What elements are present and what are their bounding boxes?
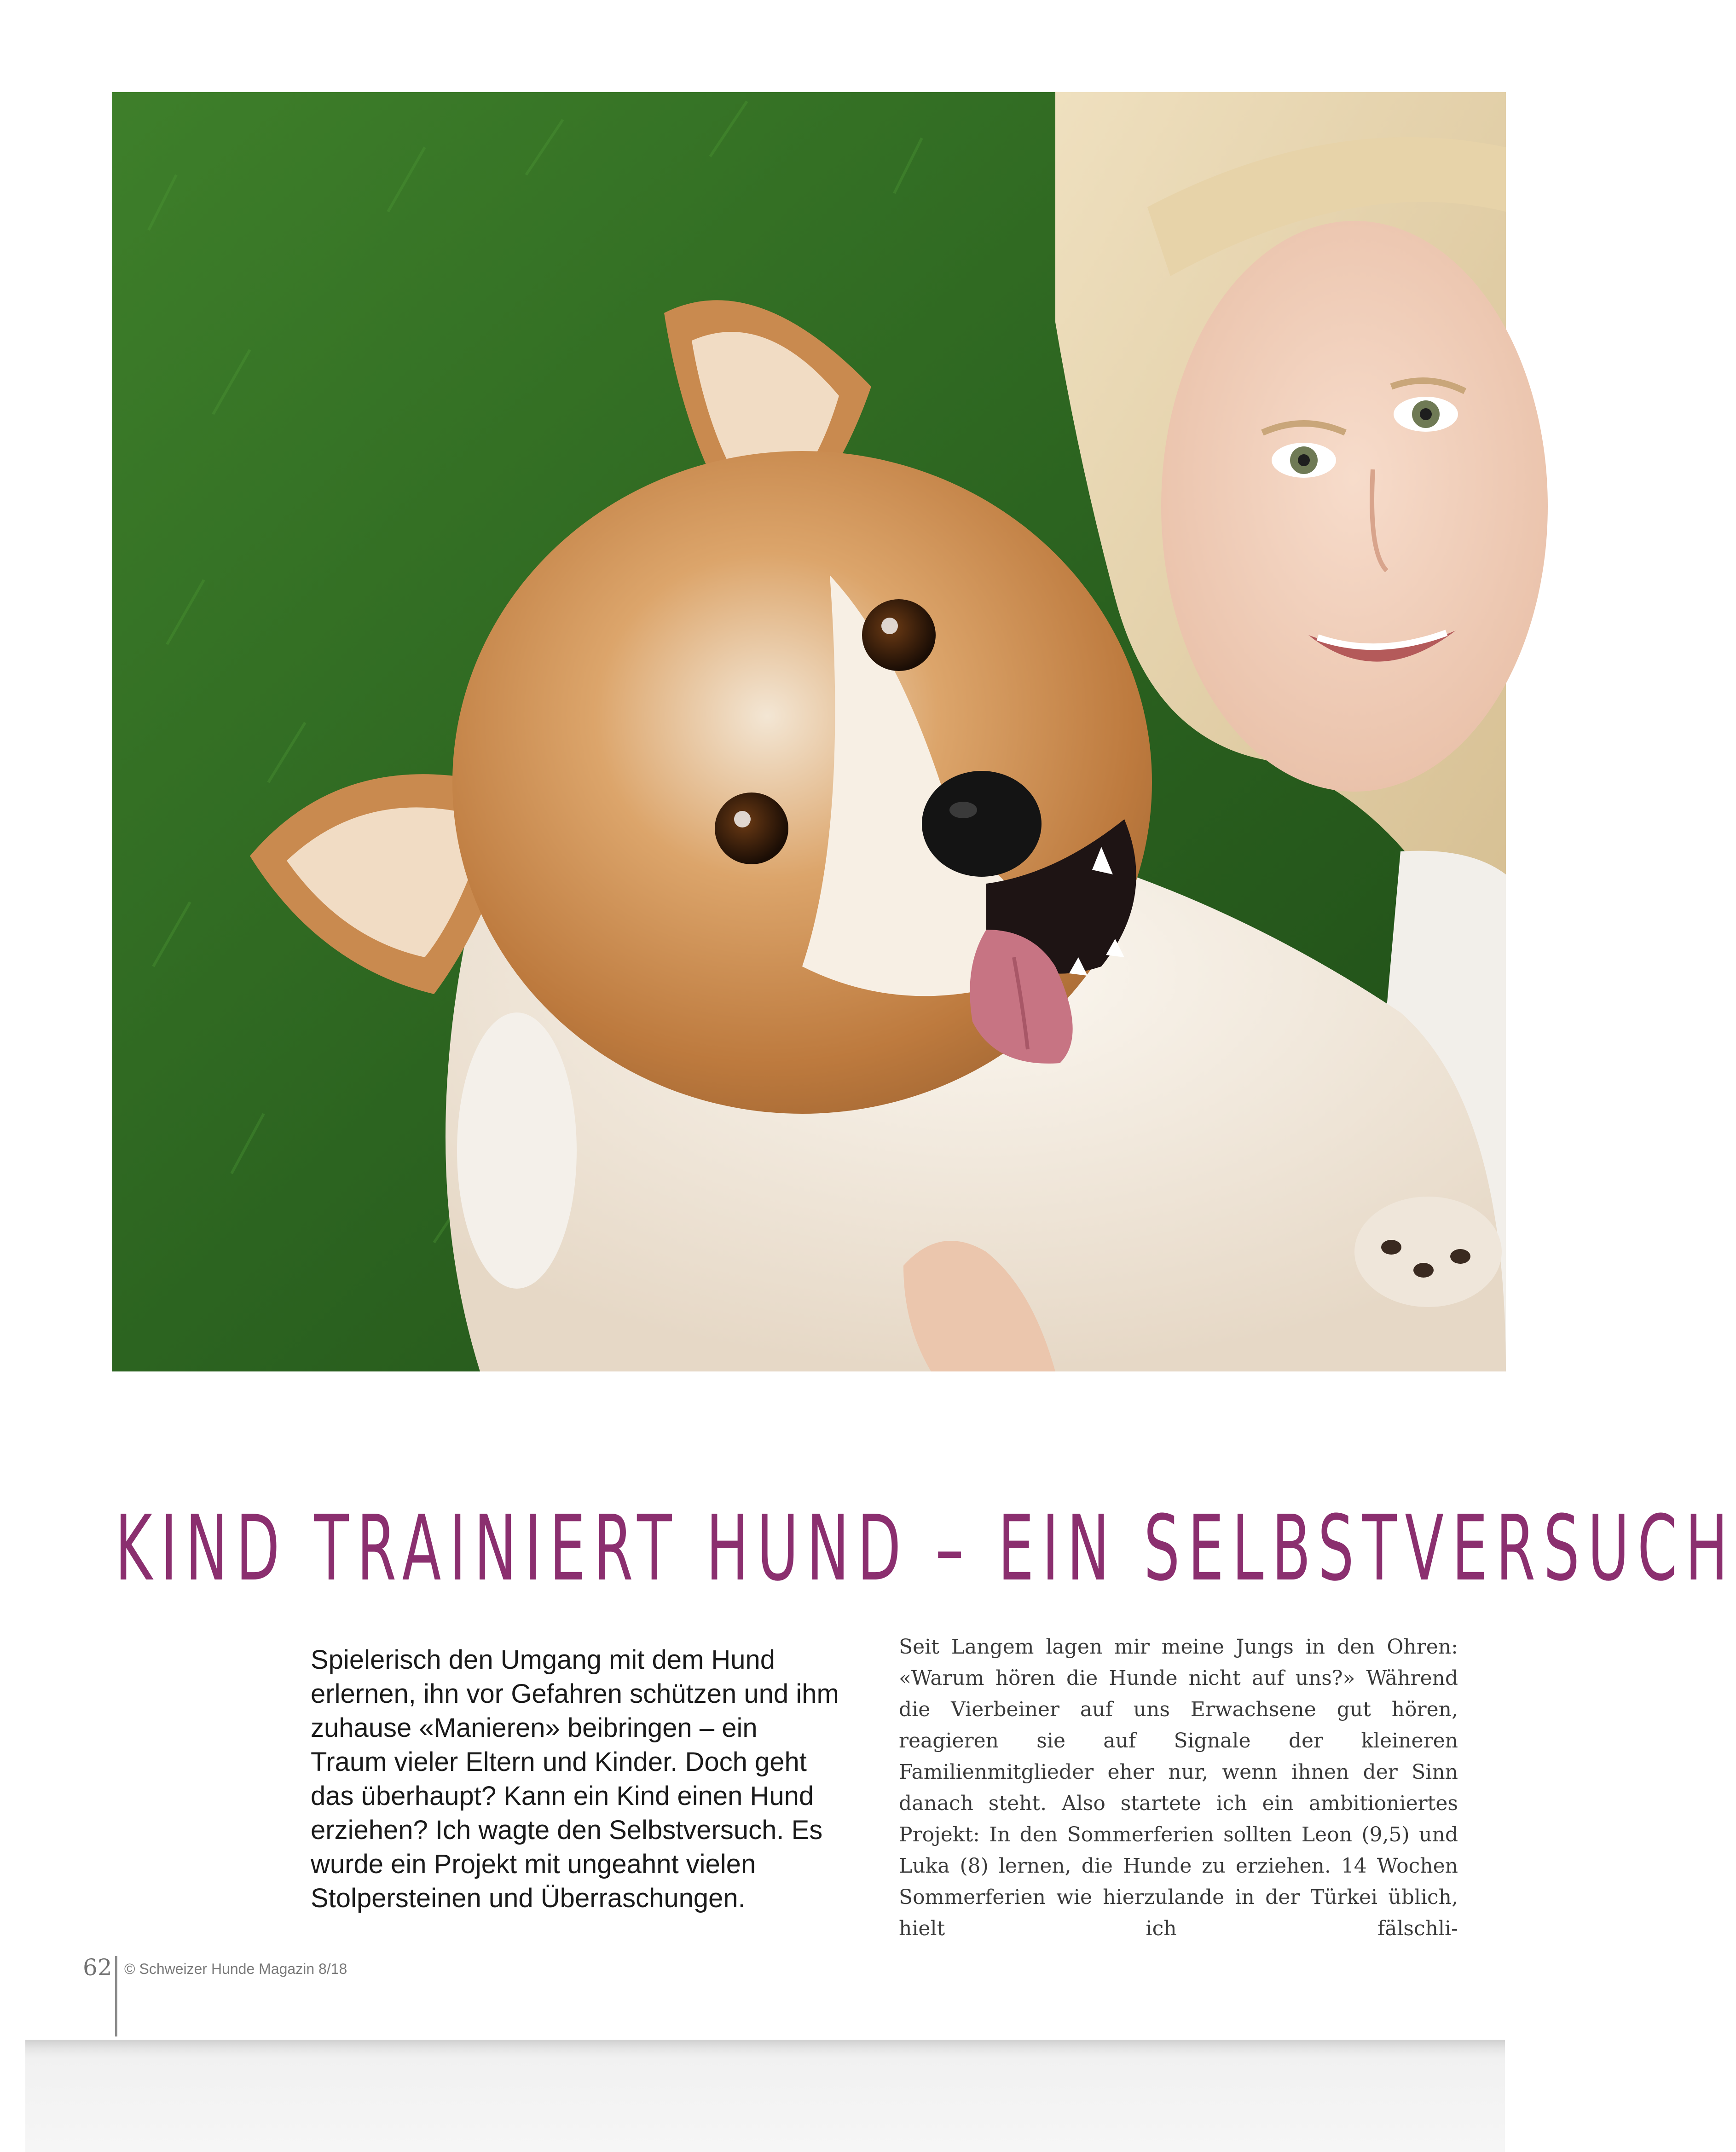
body-text: Seit Langem lagen mir meine Jungs in den Ohren: «Warum hören die Hunde nicht auf uns?» Während die Vierbeiner auf uns Erwachsene gut hören, reagieren sie auf Signale der kleineren Familienmitglieder eher nur, wenn ihnen der Sinn danach steht. Also startete ich ein ambitioniertes Projekt: In den Sommerferien sollten Leon (9,5) und Luka (8) lernen, die Hunde zu erziehen. 14 Wochen Sommerferien wie hierzulande in der Türkei üblich, hielt ich fälschli- (899, 1635, 1458, 1940)
footer-divider (115, 1956, 117, 2036)
hero-photo (112, 92, 1506, 1371)
corgi-and-girl-illustration (112, 92, 1506, 1371)
page-number: 62 (83, 1954, 112, 1981)
lead-paragraph: Spielerisch den Umgang mit dem Hund erlernen, ihn vor Gefahren schützen und ihm zuhause «Manieren» beibringen – ein Traum vieler Eltern und Kinder. Doch geht das überhaupt? Kann ein Kind einen Hund erziehen? Ich wagte den Selbstversuch. Es wurde ein Projekt mit ungeahnt vielen Stolpersteinen und Überraschungen. (311, 1645, 839, 1913)
scan-edge-band (25, 2040, 1505, 2152)
footer-credit: © Schweizer Hunde Magazin 8/18 (124, 1961, 347, 1977)
article-headline: KIND TRAINIERT HUND – EIN SELBSTVERSUCH (115, 1496, 1736, 1601)
